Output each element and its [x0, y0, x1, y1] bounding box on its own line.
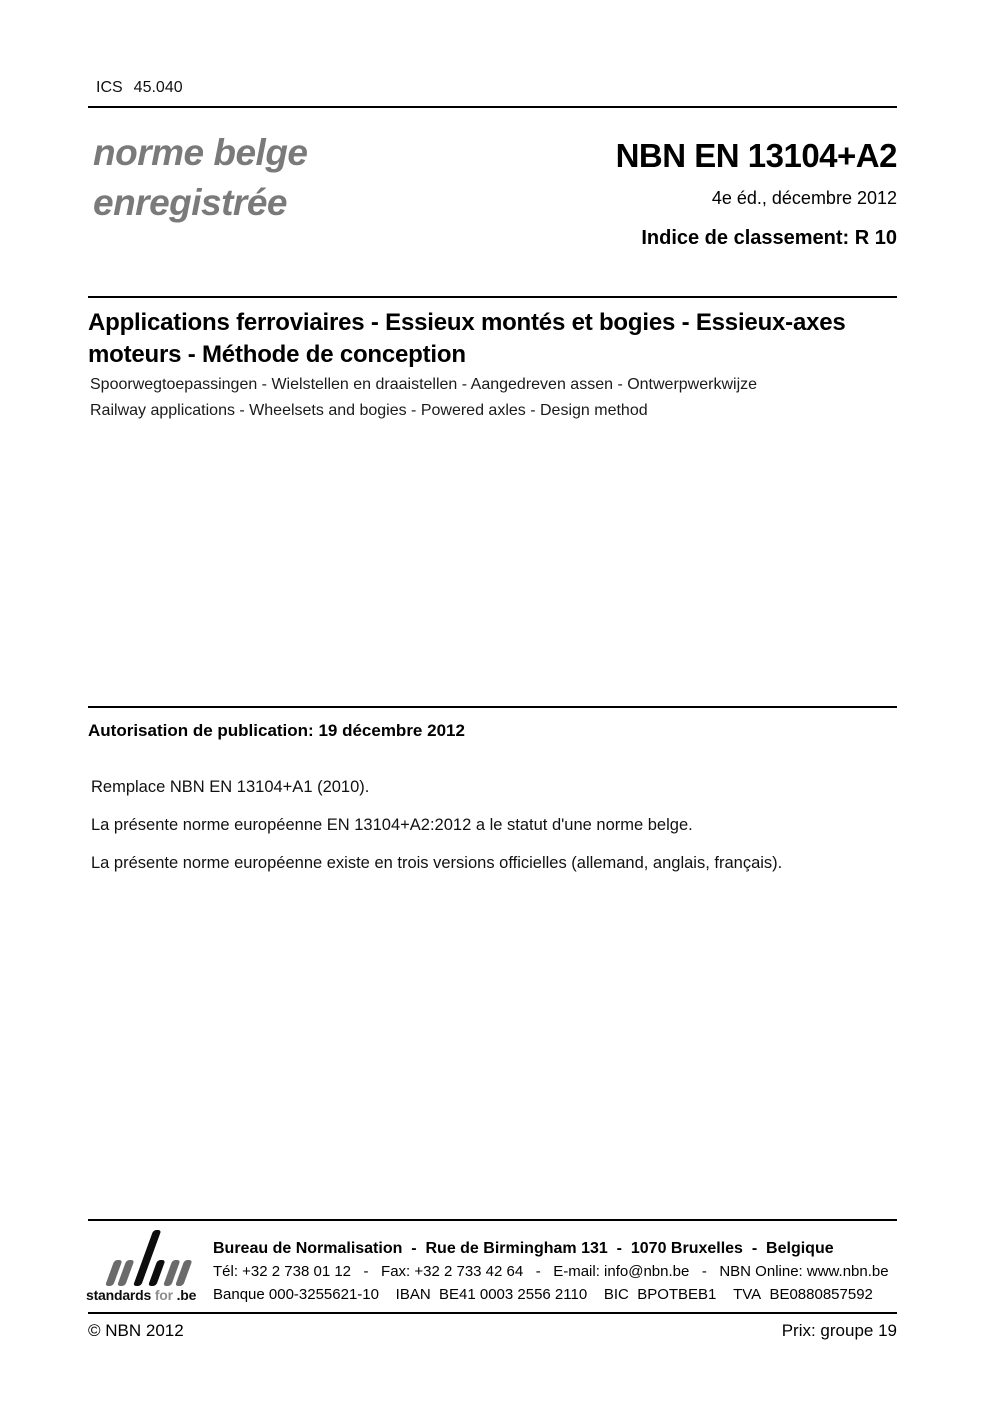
doc-type-heading — [93, 128, 308, 228]
divider-bottom — [88, 1312, 897, 1314]
divider-top — [88, 106, 897, 108]
divider-footer — [88, 1219, 897, 1221]
publication-paragraphs — [91, 777, 782, 891]
contact-line: Tél: +32 2 738 01 12 - Fax: +32 2 733 42 64 - E-mail: info@nbn.be - NBN Online: www.nbn.be — [213, 1263, 889, 1280]
ics-label: ICS — [96, 79, 123, 96]
bottom-row — [88, 1321, 897, 1341]
logo-tagline — [86, 1287, 196, 1303]
logo-word-for: for — [151, 1287, 177, 1303]
divider-title — [88, 296, 897, 298]
title-en: Railway applications - Wheelsets and bogies - Powered axles - Design method — [90, 402, 648, 419]
paragraph-status: La présente norme européenne EN 13104+A2:2012 a le statut d'une norme belge. — [91, 816, 693, 834]
authorization-line: Autorisation de publication: 19 décembre 2012 — [88, 721, 465, 740]
logo-word-be: .be — [176, 1287, 197, 1303]
doc-type-line1: norme belge — [93, 132, 308, 173]
paragraph-versions: La présente norme européenne existe en trois versions officielles (allemand, anglais, français). — [91, 854, 783, 872]
doc-type-line2: enregistrée — [93, 182, 287, 223]
paragraph-replaces: Remplace NBN EN 13104+A1 (2010). — [91, 778, 370, 796]
divider-publication — [88, 706, 897, 708]
classification-index: Indice de classement: R 10 — [641, 227, 897, 249]
ics-code — [96, 79, 183, 97]
subtitle-block — [90, 372, 757, 424]
bureau-line: Bureau de Normalisation - Rue de Birmingham 131 - 1070 Bruxelles - Belgique — [213, 1240, 834, 1257]
title-fr-line1: Applications ferroviaires - Essieux montés et bogies - Essieux-axes — [88, 309, 846, 336]
title-block — [88, 307, 846, 371]
edition-date: 4e éd., décembre 2012 — [711, 188, 897, 208]
logo-word-standards: standards — [86, 1287, 152, 1303]
logo-bar-icon — [148, 1260, 165, 1286]
nbn-logo — [105, 1229, 195, 1286]
title-nl: Spoorwegtoepassingen - Wielstellen en draaistellen - Aangedreven assen - Ontwerpwerkwijze — [90, 376, 758, 393]
address-block — [213, 1237, 889, 1306]
price-group: Prix: groupe 19 — [781, 1321, 897, 1340]
bank-line: Banque 000-3255621-10 IBAN BE41 0003 2556 2110 BIC BPOTBEB1 TVA BE0880857592 — [213, 1286, 873, 1303]
ics-value: 45.040 — [133, 79, 183, 96]
title-fr-line2: moteurs - Méthode de conception — [88, 341, 466, 368]
header-right-block — [616, 139, 897, 250]
copyright: © NBN 2012 — [88, 1321, 184, 1340]
standard-number: NBN EN 13104+A2 — [615, 137, 897, 174]
